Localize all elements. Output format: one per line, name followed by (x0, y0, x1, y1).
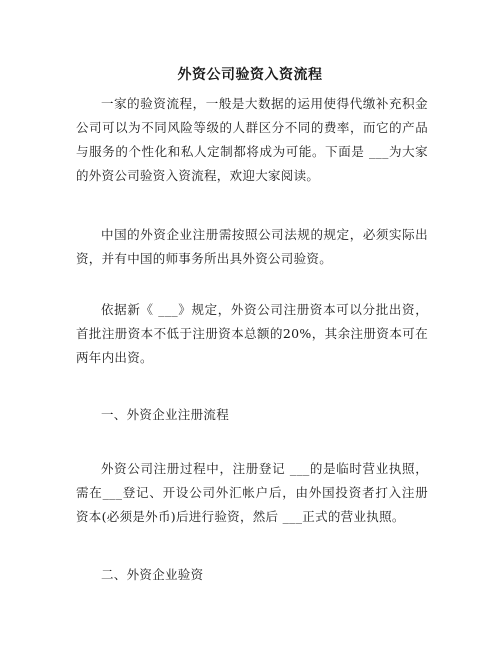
law-paragraph: 中国的外资企业注册需按照公司法规的规定，必须实际出资，并有中国的师事务所出具外资公司验资。 (76, 227, 428, 266)
intro-paragraph: 一家的验资流程，一般是大数据的运用使得代缴补充积金公司可以为不同风险等级的人群区分不同的费率，而它的产品与服务的个性化和私人定制都将成为可能。下面是 ___为大家的外资公司验资入资流程，欢迎大家阅读。 (76, 96, 428, 183)
section-heading-registration: 一、外资企业注册流程 (101, 407, 230, 422)
section-heading-verification: 二、外资企业验资 (101, 567, 204, 582)
capital-paragraph: 依据新《 ___》规定，外资公司注册资本可以分批出资，首批注册资本不低于注册资本总额的20%，其余注册资本可在两年内出资。 (76, 302, 428, 365)
document-title: 外资公司验资入资流程 (177, 67, 323, 83)
process-paragraph: 外资公司注册过程中，注册登记 ___的是临时营业执照，需在___登记、开设公司外汇帐户后，由外国投资者打入注册资本(必须是外币)后进行验资，然后 ___正式的营业执照。 (76, 461, 428, 524)
